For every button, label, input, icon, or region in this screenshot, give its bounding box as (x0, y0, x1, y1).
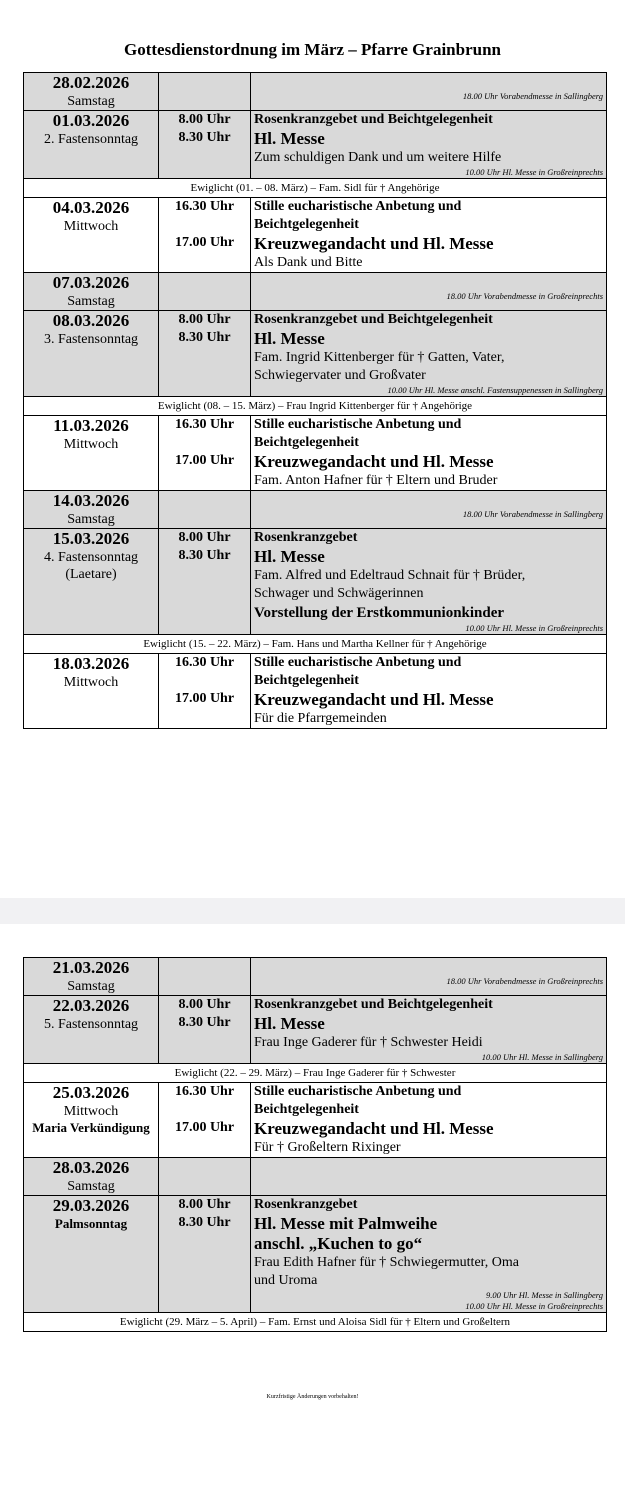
time: 8.00 Uhr (178, 997, 231, 1012)
service-line: Kreuzwegandacht und Hl. Messe (254, 452, 494, 471)
service-line: Für † Großeltern Rixinger (254, 1140, 401, 1155)
ewiglicht-row (24, 397, 607, 416)
date-cell (24, 1196, 159, 1313)
weekday: Samstag (67, 94, 115, 109)
schedule-row (24, 1196, 607, 1313)
time: 8.00 Uhr (178, 312, 231, 327)
ewiglicht-text: Ewiglicht (15. – 22. März) – Fam. Hans und Martha Kellner für † Angehörige (24, 635, 607, 654)
service-cell (251, 416, 607, 491)
schedule-row (24, 1158, 607, 1196)
service-line: Fam. Alfred und Edeltraud Schnait für † Brüder, (254, 568, 526, 583)
time: 8.30 Uhr (178, 330, 231, 345)
date-cell (24, 491, 159, 529)
service-line: Kreuzwegandacht und Hl. Messe (254, 690, 494, 709)
schedule-row (24, 958, 607, 996)
time: 17.00 Uhr (174, 1120, 235, 1135)
time: 17.00 Uhr (174, 691, 235, 706)
service-line: Hl. Messe (254, 547, 325, 566)
weekday: 3. Fastensonntag (43, 332, 139, 347)
service-line: Rosenkranzgebet (254, 530, 358, 545)
service-cell (251, 1083, 607, 1158)
date: 04.03.2026 (52, 198, 130, 217)
weekday: Mittwoch (63, 219, 119, 234)
ewiglicht-text: Ewiglicht (29. März – 5. April) – Fam. Ernst und Aloisa Sidl für † Eltern und Großeltern (24, 1313, 607, 1332)
service-line: Beichtgelegenheit (254, 1102, 359, 1117)
time: 17.00 Uhr (174, 453, 235, 468)
date-cell (24, 273, 159, 311)
ewiglicht-row (24, 179, 607, 198)
weekday: Mittwoch (63, 1104, 119, 1119)
time-cell (159, 529, 251, 635)
time-cell (159, 1196, 251, 1313)
time (162, 216, 247, 234)
schedule-row (24, 654, 607, 729)
time: 8.00 Uhr (178, 530, 231, 545)
ewiglicht-text: Ewiglicht (01. – 08. März) – Fam. Sidl für † Angehörige (24, 179, 607, 198)
date: 28.02.2026 (52, 73, 130, 92)
service-note: 18.00 Uhr Vorabendmesse in Sallingberg (462, 91, 603, 101)
page-title: Gottesdienstordnung im März – Pfarre Grainbrunn (124, 40, 501, 59)
service-line: Stille eucharistische Anbetung und (254, 417, 462, 432)
weekday-note: (Laetare) (65, 567, 117, 582)
date-cell (24, 73, 159, 111)
service-note: 10.00 Uhr Hl. Messe in Großreinprechts (465, 1301, 603, 1311)
service-cell (251, 1196, 607, 1313)
weekday: Samstag (67, 979, 115, 994)
date-cell (24, 1158, 159, 1196)
service-line: Beichtgelegenheit (254, 673, 359, 688)
service-line: Stille eucharistische Anbetung und (254, 1084, 462, 1099)
service-note: 18.00 Uhr Vorabendmesse in Großreinprechts (446, 291, 603, 301)
weekday: Samstag (67, 512, 115, 527)
date-cell (24, 311, 159, 397)
time (162, 434, 247, 452)
spacer (254, 958, 603, 976)
schedule-row (24, 529, 607, 635)
date: 01.03.2026 (52, 111, 130, 130)
service-line: Für die Pfarrgemeinden (254, 711, 387, 726)
date-cell (24, 654, 159, 729)
schedule-row (24, 273, 607, 311)
time: 8.30 Uhr (178, 1215, 231, 1230)
date: 07.03.2026 (52, 273, 130, 292)
date: 14.03.2026 (52, 491, 130, 510)
schedule-row (24, 311, 607, 397)
service-line: Rosenkranzgebet und Beichtgelegenheit (254, 312, 493, 327)
schedule-row (24, 73, 607, 111)
time (162, 672, 247, 690)
time (162, 1101, 247, 1119)
service-line: Kreuzwegandacht und Hl. Messe (254, 234, 494, 253)
ewiglicht-row (24, 1064, 607, 1083)
weekday: Samstag (67, 1179, 115, 1194)
weekday: Palmsonntag (54, 1216, 128, 1231)
service-line: anschl. „Kuchen to go“ (254, 1234, 423, 1253)
spacer (254, 491, 603, 509)
time-cell (159, 1158, 251, 1196)
spacer (254, 1158, 603, 1176)
service-note: 18.00 Uhr Vorabendmesse in Großreinprechts (446, 976, 603, 986)
service-line: Kreuzwegandacht und Hl. Messe (254, 1119, 494, 1138)
date: 25.03.2026 (52, 1083, 130, 1102)
service-cell (251, 958, 607, 996)
time: 16.30 Uhr (174, 1084, 235, 1099)
service-line: Vorstellung der Erstkommunionkinder (254, 605, 505, 621)
ewiglicht-text: Ewiglicht (22. – 29. März) – Frau Inge Gaderer für † Schwester (24, 1064, 607, 1083)
service-cell (251, 273, 607, 311)
service-line: Stille eucharistische Anbetung und (254, 199, 462, 214)
date-cell (24, 529, 159, 635)
schedule-table-1 (23, 72, 607, 729)
date-cell (24, 1083, 159, 1158)
date: 11.03.2026 (53, 416, 129, 435)
date: 29.03.2026 (52, 1196, 130, 1215)
service-line: Zum schuldigen Dank und um weitere Hilfe (254, 150, 502, 165)
time: 16.30 Uhr (174, 655, 235, 670)
service-line: Beichtgelegenheit (254, 217, 359, 232)
footnote: Kurzfristige Änderungen vorbehalten! (266, 1394, 359, 1400)
time-cell (159, 273, 251, 311)
time-cell (159, 311, 251, 397)
date: 18.03.2026 (52, 654, 130, 673)
date: 22.03.2026 (52, 996, 130, 1015)
date-cell (24, 198, 159, 273)
ewiglicht-text: Ewiglicht (08. – 15. März) – Frau Ingrid Kittenberger für † Angehörige (24, 397, 607, 416)
service-cell (251, 311, 607, 397)
spacer (254, 73, 603, 91)
time-cell (159, 198, 251, 273)
service-line: Schwiegervater und Großvater (254, 368, 426, 383)
weekday: 2. Fastensonntag (43, 132, 139, 147)
service-cell (251, 491, 607, 529)
service-note: 10.00 Uhr Hl. Messe anschl. Fastensuppenessen in Sallingberg (387, 385, 603, 395)
time: 8.30 Uhr (178, 130, 231, 145)
time: 16.30 Uhr (174, 417, 235, 432)
time: 17.00 Uhr (174, 235, 235, 250)
date: 15.03.2026 (52, 529, 130, 548)
service-line: und Uroma (254, 1273, 318, 1288)
service-cell (251, 529, 607, 635)
spacer (254, 273, 603, 291)
schedule-row (24, 996, 607, 1064)
ewiglicht-row (24, 1313, 607, 1332)
service-line: Als Dank und Bitte (254, 255, 363, 270)
weekday: 4. Fastensonntag (43, 550, 139, 565)
time-cell (159, 491, 251, 529)
date-cell (24, 416, 159, 491)
time: 8.30 Uhr (178, 1015, 231, 1030)
time-cell (159, 111, 251, 179)
service-cell (251, 654, 607, 729)
time-cell (159, 958, 251, 996)
time: 16.30 Uhr (174, 199, 235, 214)
time-cell (159, 996, 251, 1064)
date: 28.03.2026 (52, 1158, 130, 1177)
time-cell (159, 416, 251, 491)
schedule-row (24, 416, 607, 491)
schedule-table-2 (23, 957, 607, 1332)
service-line: Rosenkranzgebet (254, 1197, 358, 1212)
service-line: Schwager und Schwägerinnen (254, 586, 424, 601)
service-line: Hl. Messe (254, 1014, 325, 1033)
service-line: Stille eucharistische Anbetung und (254, 655, 462, 670)
service-line: Frau Inge Gaderer für † Schwester Heidi (254, 1035, 483, 1050)
ewiglicht-row (24, 635, 607, 654)
service-note: 18.00 Uhr Vorabendmesse in Sallingberg (462, 509, 603, 519)
service-cell (251, 198, 607, 273)
time-cell (159, 654, 251, 729)
service-note: 10.00 Uhr Hl. Messe in Sallingberg (481, 1052, 603, 1062)
weekday: 5. Fastensonntag (43, 1017, 139, 1032)
feast-label: Maria Verkündigung (32, 1120, 150, 1135)
service-note: 10.00 Uhr Hl. Messe in Großreinprechts (465, 623, 603, 633)
time-cell (159, 1083, 251, 1158)
weekday: Mittwoch (63, 437, 119, 452)
service-line: Beichtgelegenheit (254, 435, 359, 450)
service-cell (251, 73, 607, 111)
service-line: Rosenkranzgebet und Beichtgelegenheit (254, 997, 493, 1012)
page-separator (0, 898, 625, 924)
service-cell (251, 1158, 607, 1196)
service-cell (251, 996, 607, 1064)
date-cell (24, 996, 159, 1064)
weekday: Mittwoch (63, 675, 119, 690)
service-line: Hl. Messe (254, 129, 325, 148)
service-note: 10.00 Uhr Hl. Messe in Großreinprechts (465, 167, 603, 177)
service-cell (251, 111, 607, 179)
service-line: Frau Edith Hafner für † Schwiegermutter, Oma (254, 1255, 519, 1270)
date: 21.03.2026 (52, 958, 130, 977)
date: 08.03.2026 (52, 311, 130, 330)
date-cell (24, 958, 159, 996)
date-cell (24, 111, 159, 179)
service-line: Hl. Messe (254, 329, 325, 348)
service-line: Fam. Anton Hafner für † Eltern und Bruder (254, 473, 498, 488)
service-line: Hl. Messe mit Palmweihe (254, 1214, 438, 1233)
service-line: Fam. Ingrid Kittenberger für † Gatten, Vater, (254, 350, 505, 365)
service-note: 9.00 Uhr Hl. Messe in Sallingberg (485, 1290, 603, 1300)
schedule-row (24, 111, 607, 179)
time-cell (159, 73, 251, 111)
schedule-row (24, 491, 607, 529)
schedule-row (24, 198, 607, 273)
weekday: Samstag (67, 294, 115, 309)
service-line: Rosenkranzgebet und Beichtgelegenheit (254, 112, 493, 127)
time: 8.00 Uhr (178, 1197, 231, 1212)
time: 8.00 Uhr (178, 112, 231, 127)
time: 8.30 Uhr (178, 548, 231, 563)
schedule-row (24, 1083, 607, 1158)
